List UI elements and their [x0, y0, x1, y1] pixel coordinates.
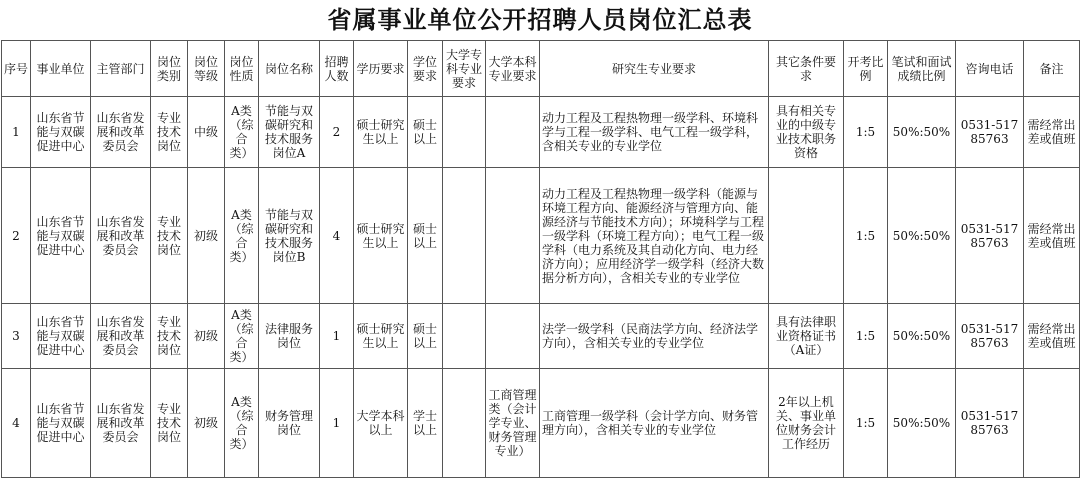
- table-row: [2, 168, 1080, 304]
- cell-text-phone: 0531-51785763: [960, 322, 1019, 350]
- cell-text-post-level: 初级: [193, 228, 218, 243]
- cell-text-other-conditions: 具有相关专业的中级专业技术职务资格: [775, 104, 836, 160]
- cell-exam-ratio: [844, 369, 888, 478]
- header-hire-count: [320, 41, 354, 97]
- cell-post-level: [188, 168, 225, 304]
- cell-graduate-major: [540, 304, 769, 369]
- cell-text-score-ratio: 50%:50%: [892, 329, 951, 343]
- header-label-score-ratio: 笔试和面试成绩比例: [891, 54, 952, 83]
- header-label-post-category: 岗位类别: [156, 54, 181, 83]
- cell-dept: [91, 168, 151, 304]
- cell-dept: [91, 304, 151, 369]
- cell-text-phone: 0531-51785763: [960, 221, 1019, 250]
- cell-text-unit: 山东省节能与双碳促进中心: [36, 111, 85, 153]
- cell-unit: [31, 304, 91, 369]
- cell-text-education: 大学本科以上: [356, 409, 405, 437]
- header-bachelor-major: [486, 41, 540, 97]
- cell-exam-ratio: [844, 97, 888, 168]
- header-label-other-conditions: 其它条件要求: [775, 54, 836, 83]
- header-label-hire-count: 招聘人数: [324, 54, 349, 83]
- cell-other-conditions: [769, 168, 844, 304]
- cell-text-graduate-major: 动力工程及工程热物理一级学科、环境科学与工程一级学科、电气工程一级学科，含相关专业的专业学位: [542, 111, 759, 153]
- cell-remark: [1024, 369, 1080, 478]
- table-row: [2, 97, 1080, 168]
- cell-score-ratio: [888, 369, 956, 478]
- cell-other-conditions: [769, 97, 844, 168]
- header-label-unit: 事业单位: [36, 61, 85, 76]
- cell-remark: [1024, 168, 1080, 304]
- cell-text-unit: 山东省节能与双碳促进中心: [36, 315, 85, 357]
- header-degree: [408, 41, 443, 97]
- cell-post-level: [188, 369, 225, 478]
- cell-graduate-major: [540, 369, 769, 478]
- cell-text-dept: 山东省发展和改革委员会: [96, 111, 145, 153]
- cell-degree: [408, 168, 443, 304]
- header-post-nature: [225, 41, 259, 97]
- cell-phone: [956, 369, 1024, 478]
- cell-text-seq: 2: [12, 228, 20, 243]
- cell-text-post-level: 中级: [193, 125, 218, 139]
- cell-seq: [2, 168, 31, 304]
- cell-phone: [956, 97, 1024, 168]
- cell-graduate-major: [540, 97, 769, 168]
- header-label-post-level: 岗位等级: [193, 54, 218, 83]
- cell-text-remark: 需经常出差或值班: [1027, 221, 1076, 250]
- cell-remark: [1024, 304, 1080, 369]
- cell-post-name: [259, 97, 320, 168]
- cell-text-post-category: 专业技术岗位: [156, 402, 181, 444]
- cell-post-level: [188, 304, 225, 369]
- cell-text-seq: 4: [12, 416, 20, 430]
- cell-post-nature: [225, 168, 259, 304]
- cell-text-phone: 0531-51785763: [960, 118, 1019, 146]
- cell-text-other-conditions: 2年以上机关、事业单位财务会计工作经历: [775, 395, 836, 451]
- cell-other-conditions: [769, 369, 844, 478]
- header-label-exam-ratio: 开考比例: [847, 54, 884, 83]
- header-label-remark: 备注: [1039, 61, 1064, 76]
- cell-hire-count: [320, 369, 354, 478]
- cell-text-graduate-major: 工商管理一级学科（会计学方向、财务管理方向），含相关专业的专业学位: [542, 409, 759, 437]
- cell-text-exam-ratio: 1:5: [855, 228, 876, 243]
- cell-post-category: [151, 369, 188, 478]
- cell-text-post-level: 初级: [193, 329, 218, 343]
- cell-remark: [1024, 97, 1080, 168]
- cell-post-name: [259, 304, 320, 369]
- cell-text-hire-count: 4: [332, 228, 341, 243]
- cell-text-dept: 山东省发展和改革委员会: [96, 315, 145, 357]
- cell-text-education: 硕士研究生以上: [356, 322, 405, 350]
- cell-dept: [91, 369, 151, 478]
- cell-hire-count: [320, 168, 354, 304]
- cell-text-hire-count: 1: [332, 329, 341, 343]
- cell-dept: [91, 97, 151, 168]
- header-education: [354, 41, 408, 97]
- cell-text-hire-count: 1: [332, 416, 341, 430]
- cell-seq: [2, 97, 31, 168]
- cell-text-dept: 山东省发展和改革委员会: [96, 402, 145, 444]
- cell-text-exam-ratio: 1:5: [855, 416, 876, 430]
- cell-unit: [31, 168, 91, 304]
- cell-text-seq: 3: [12, 329, 20, 343]
- header-label-post-nature: 岗位性质: [229, 54, 254, 83]
- cell-post-category: [151, 168, 188, 304]
- header-label-education: 学历要求: [356, 61, 405, 76]
- header-dept: [91, 41, 151, 97]
- cell-education: [354, 97, 408, 168]
- cell-education: [354, 304, 408, 369]
- cell-education: [354, 168, 408, 304]
- header-score-ratio: [888, 41, 956, 97]
- cell-text-post-nature: A类（综合类）: [229, 308, 254, 364]
- header-post-name: [259, 41, 320, 97]
- cell-bachelor-major: [486, 369, 540, 478]
- cell-text-bachelor-major: 工商管理类（会计学专业、财务管理专业）: [488, 388, 537, 458]
- cell-unit: [31, 97, 91, 168]
- cell-post-name: [259, 168, 320, 304]
- cell-text-phone: 0531-51785763: [960, 409, 1019, 437]
- cell-text-post-category: 专业技术岗位: [156, 214, 181, 257]
- cell-education: [354, 369, 408, 478]
- header-seq: [2, 41, 31, 97]
- table-row: [2, 304, 1080, 369]
- cell-bachelor-major: [486, 168, 540, 304]
- cell-post-level: [188, 97, 225, 168]
- header-unit: [31, 41, 91, 97]
- header-graduate-major: [540, 41, 769, 97]
- cell-seq: [2, 304, 31, 369]
- header-label-bachelor-major: 大学本科专业要求: [488, 54, 537, 83]
- cell-post-category: [151, 97, 188, 168]
- cell-text-degree: 学士以上: [412, 409, 437, 437]
- cell-text-unit: 山东省节能与双碳促进中心: [36, 402, 85, 444]
- cell-text-unit: 山东省节能与双碳促进中心: [36, 214, 85, 257]
- cell-post-category: [151, 304, 188, 369]
- cell-college-major: [443, 304, 486, 369]
- cell-text-degree: 硕士以上: [412, 322, 437, 350]
- cell-hire-count: [320, 304, 354, 369]
- header-label-graduate-major: 研究生专业要求: [611, 61, 696, 76]
- header-remark: [1024, 41, 1080, 97]
- cell-text-score-ratio: 50%:50%: [892, 416, 951, 430]
- page-title: 省属事业单位公开招聘人员岗位汇总表: [327, 5, 753, 34]
- cell-text-score-ratio: 50%:50%: [892, 125, 951, 139]
- cell-text-post-category: 专业技术岗位: [156, 315, 181, 357]
- header-college-major: [443, 41, 486, 97]
- cell-text-graduate-major: 法学一级学科（民商法学方向、经济法学方向），含相关专业的专业学位: [542, 322, 759, 350]
- cell-college-major: [443, 168, 486, 304]
- cell-degree: [408, 97, 443, 168]
- header-phone: [956, 41, 1024, 97]
- cell-text-dept: 山东省发展和改革委员会: [96, 214, 145, 257]
- cell-text-post-category: 专业技术岗位: [156, 111, 181, 153]
- cell-text-other-conditions: 具有法律职业资格证书（A证）: [775, 315, 836, 357]
- cell-text-education: 硕士研究生以上: [356, 118, 405, 146]
- cell-text-post-name: 法律服务岗位: [264, 322, 313, 350]
- header-label-seq: 序号: [4, 61, 28, 76]
- header-post-level: [188, 41, 225, 97]
- cell-text-score-ratio: 50%:50%: [892, 228, 951, 243]
- cell-text-post-name: 节能与双碳研究和技术服务岗位A: [264, 104, 313, 160]
- cell-text-post-name: 财务管理岗位: [264, 409, 313, 437]
- cell-score-ratio: [888, 168, 956, 304]
- header-label-phone: 咨询电话: [965, 61, 1014, 76]
- cell-text-post-nature: A类（综合类）: [229, 207, 254, 264]
- cell-text-degree: 硕士以上: [412, 221, 437, 250]
- cell-post-nature: [225, 97, 259, 168]
- cell-text-remark: 需经常出差或值班: [1027, 322, 1076, 350]
- cell-text-post-level: 初级: [193, 416, 218, 430]
- cell-seq: [2, 369, 31, 478]
- header-label-dept: 主管部门: [96, 61, 145, 76]
- cell-bachelor-major: [486, 97, 540, 168]
- cell-text-degree: 硕士以上: [412, 118, 437, 146]
- cell-college-major: [443, 97, 486, 168]
- header-label-degree: 学位要求: [412, 54, 437, 83]
- positions-table: [1, 40, 1080, 478]
- cell-exam-ratio: [844, 168, 888, 304]
- cell-text-exam-ratio: 1:5: [855, 329, 876, 343]
- table-row: [2, 369, 1080, 478]
- cell-phone: [956, 168, 1024, 304]
- header-row: [2, 41, 1080, 97]
- cell-degree: [408, 304, 443, 369]
- header-other-conditions: [769, 41, 844, 97]
- cell-text-post-nature: A类（综合类）: [229, 395, 254, 451]
- cell-college-major: [443, 369, 486, 478]
- cell-post-name: [259, 369, 320, 478]
- cell-post-nature: [225, 369, 259, 478]
- cell-text-graduate-major: 动力工程及工程热物理一级学科（能源与环境工程方向、能源经济与管理方向、能源经济与节能技术方向）；环境科学与工程一级学科（环境工程方向）；电气工程一级学科（电力系统及其自动化方向、电力经济方向）；应用经济学一级学科（经济大数据分析方向），含相关专业的专业学位: [542, 186, 765, 285]
- cell-text-education: 硕士研究生以上: [356, 221, 405, 250]
- cell-text-seq: 1: [12, 125, 20, 139]
- cell-score-ratio: [888, 97, 956, 168]
- cell-other-conditions: [769, 304, 844, 369]
- cell-unit: [31, 369, 91, 478]
- cell-exam-ratio: [844, 304, 888, 369]
- cell-text-post-nature: A类（综合类）: [229, 104, 254, 160]
- cell-text-post-name: 节能与双碳研究和技术服务岗位B: [264, 207, 313, 264]
- header-exam-ratio: [844, 41, 888, 97]
- header-label-college-major: 大学专科专业要求: [445, 47, 482, 90]
- cell-graduate-major: [540, 168, 769, 304]
- cell-text-remark: 需经常出差或值班: [1027, 118, 1076, 146]
- header-post-category: [151, 41, 188, 97]
- cell-hire-count: [320, 97, 354, 168]
- cell-phone: [956, 304, 1024, 369]
- header-label-post-name: 岗位名称: [264, 61, 313, 76]
- cell-score-ratio: [888, 304, 956, 369]
- cell-post-nature: [225, 304, 259, 369]
- cell-bachelor-major: [486, 304, 540, 369]
- cell-text-hire-count: 2: [332, 125, 341, 139]
- cell-text-exam-ratio: 1:5: [855, 125, 876, 139]
- cell-degree: [408, 369, 443, 478]
